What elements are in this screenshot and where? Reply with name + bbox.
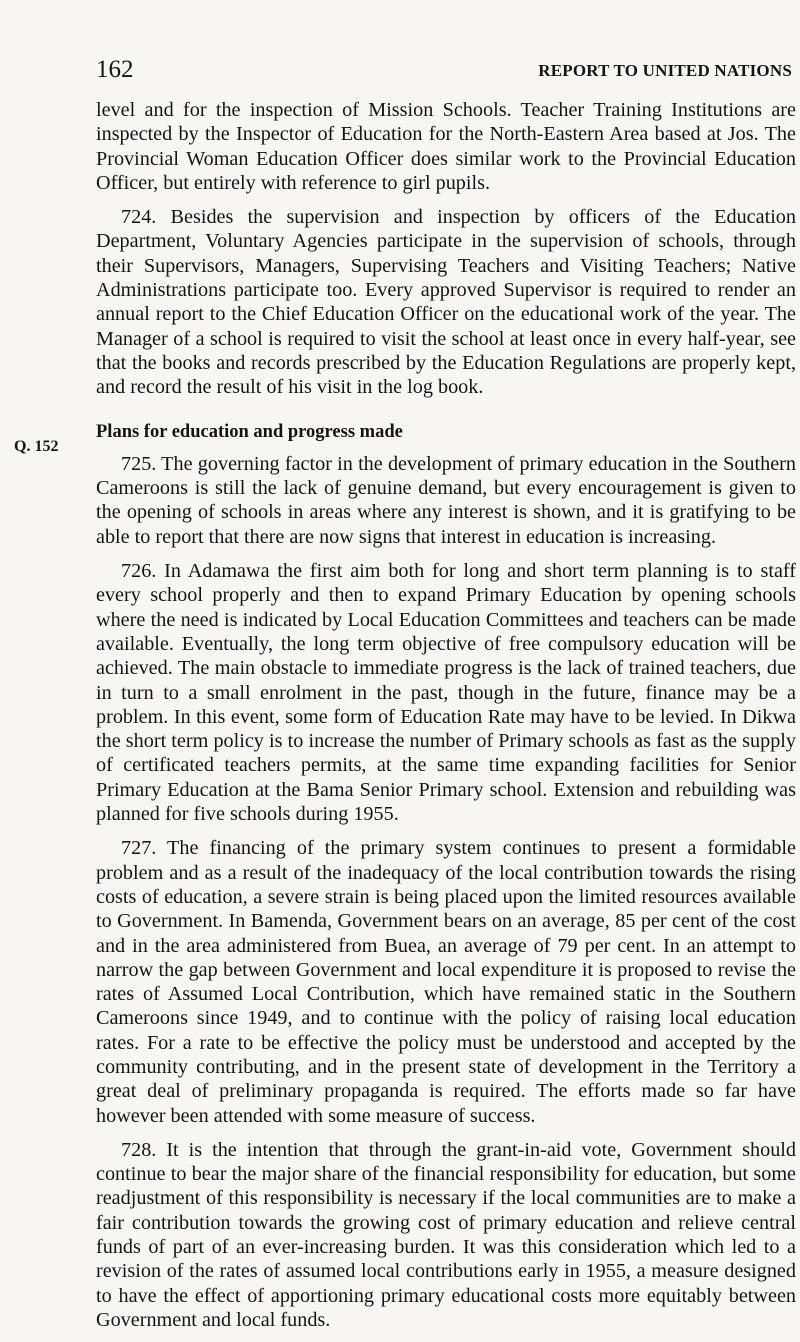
page-number: 162 xyxy=(96,56,134,83)
margin-question-reference: Q. 152 xyxy=(14,438,59,455)
body-text xyxy=(96,98,796,1342)
paragraph-724: 724. Besides the supervision and inspection by officers of the Education Department, Voluntary Agencies participate in the supervision of schools, through their Supervisors, Managers, Supervising Teachers and Visiting Teachers; Native Administrations participate too. Every approved Supervisor is required to render an annual report to the Chief Education Officer on the educational work of the year. The Manager of a school is required to visit the school at least once in every half-year, see that the books and records prescribed by the Education Regulations are properly kept, and record the result of his visit in the log book. xyxy=(96,206,796,399)
paragraph-726: 726. In Adamawa the first aim both for long and short term planning is to staff every school properly and then to expand Primary Education by opening schools where the need is indicated by Local Education Committees and teachers can be made available. Eventually, the long term objective of free compulsory education will be achieved. The main obstacle to immediate progress is the lack of trained teachers, due in turn to a small enrolment in the past, though in the future, finance may be a problem. In this event, some form of Education Rate may have to be levied. In Dikwa the short term policy is to increase the number of Primary schools as fast as the supply of certificated teachers permits, at the same time expanding facilities for Senior Primary Education at the Bama Senior Primary school. Extension and rebuilding was planned for five schools during 1955. xyxy=(96,560,796,826)
paragraph-727: 727. The financing of the primary system continues to present a formidable problem and as a result of the inadequacy of the local contribution towards the rising costs of education, a severe strain is being placed upon the limited resources available to Government. In Bamenda, Government bears on an average, 85 per cent of the cost and in the area administered from Buea, an average of 79 per cent. In an attempt to narrow the gap between Government and local expenditure it is proposed to revise the rates of Assumed Local Contribution, which have remained static in the Southern Cameroons since 1949, and to continue with the policy of raising local education rates. For a rate to be effective the policy must be understood and accepted by the community contributing, and in the present state of development in the Territory a great deal of preliminary propaganda is required. The efforts made so far have however been attended with some measure of success. xyxy=(96,837,796,1127)
paragraph-728: 728. It is the intention that through the grant-in-aid vote, Government should continue to bear the major share of the financial responsibility for education, but some readjustment of this responsibility is necessary if the local communities are to make a fair contribution towards the growing cost of primary education and relieve central funds of part of an ever-increasing burden. It was this consideration which led to a revision of the rates of assumed local contributions early in 1955, a measure designed to have the effect of apportioning primary educational costs more equitably between Government and local funds. xyxy=(96,1138,796,1331)
running-title: REPORT TO UNITED NATIONS xyxy=(538,61,792,80)
paragraph-725: 725. The governing factor in the development of primary education in the Southern Cameroons is still the lack of genuine demand, but every encouragement is given to the opening of schools in areas where any interest is shown, and it is gratifying to be able to report that there are now signs that interest in education is increasing. xyxy=(96,452,796,548)
section-heading: Plans for education and progress made xyxy=(96,421,403,442)
running-header xyxy=(96,56,796,86)
paragraph-continued: level and for the inspection of Mission Schools. Teacher Training Institutions are inspected by the Inspector of Education for the North-Eastern Area based at Jos. The Provincial Woman Education Officer does similar work to the Provincial Education Officer, but entirely with reference to girl pupils. xyxy=(96,99,796,194)
